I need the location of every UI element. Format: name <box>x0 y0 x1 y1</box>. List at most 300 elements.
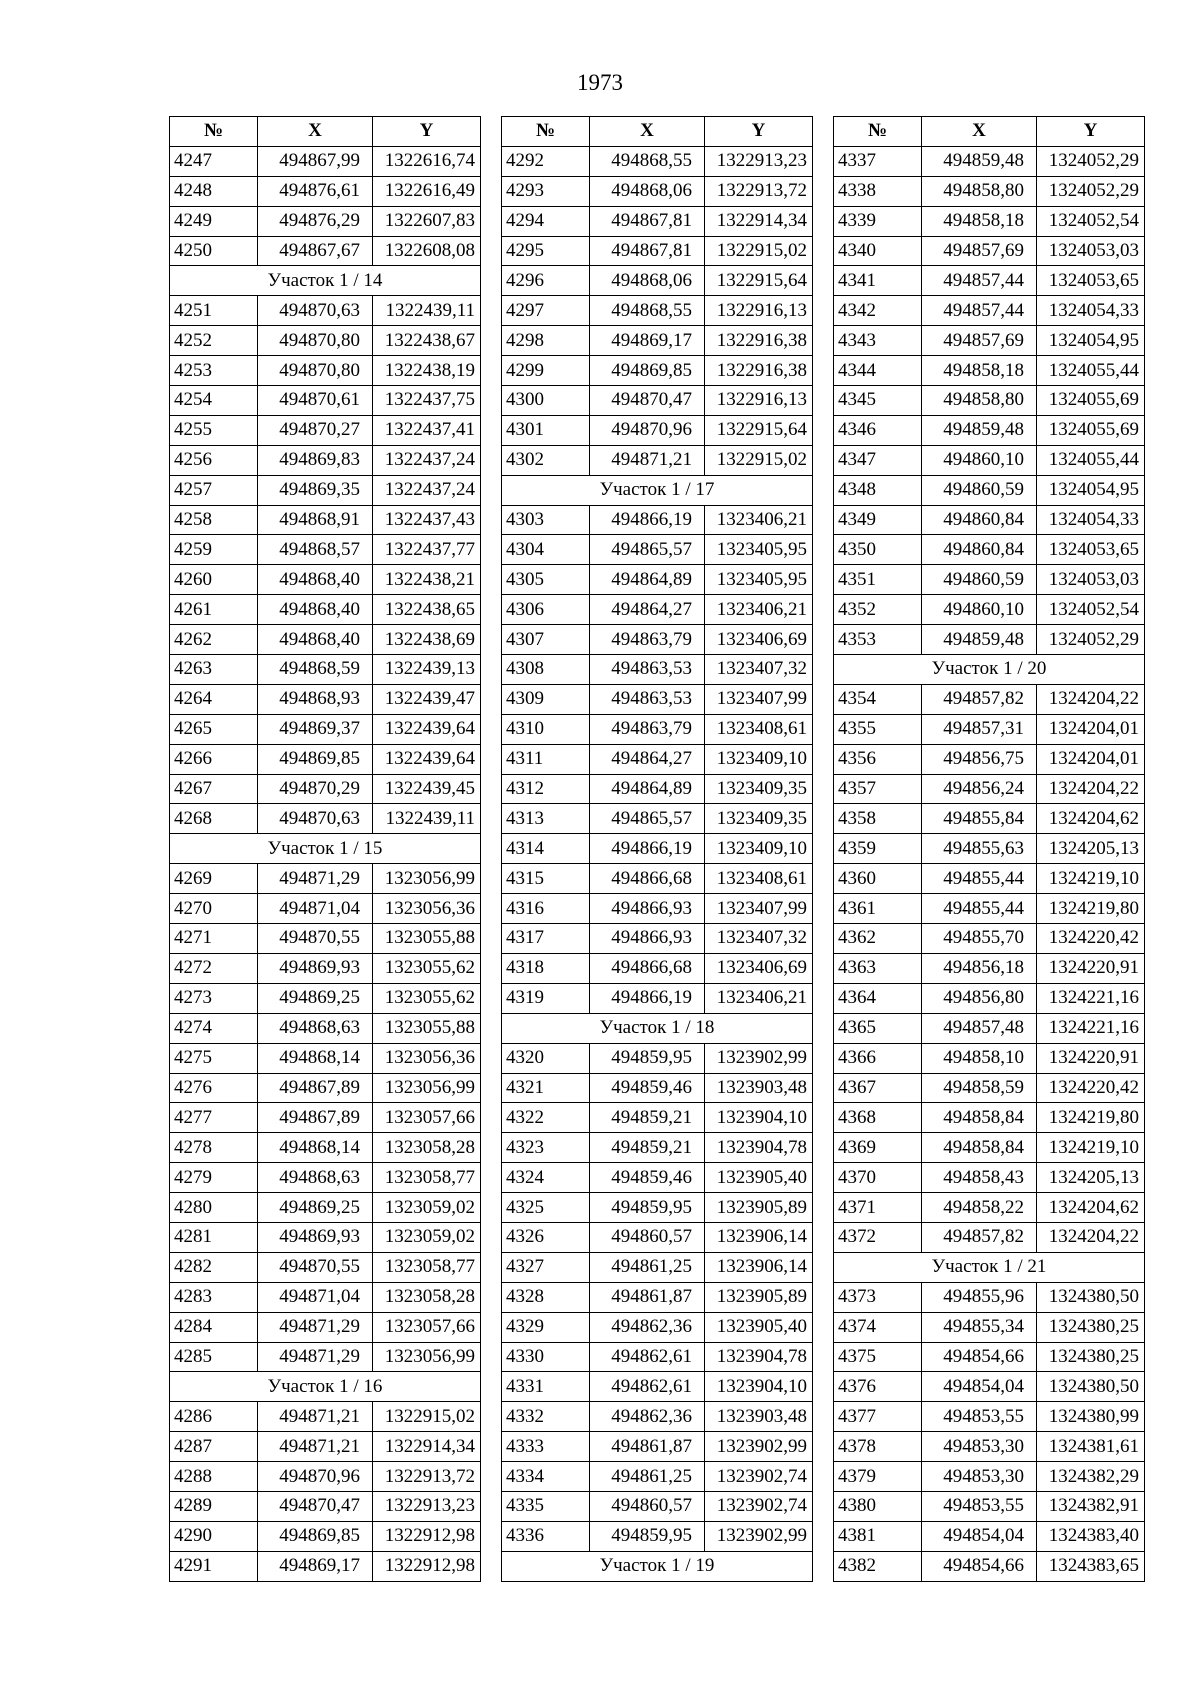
point-number-cell: 4317 <box>502 924 590 954</box>
table-row <box>502 266 813 296</box>
table-row <box>170 1432 481 1462</box>
table-row <box>834 146 1145 176</box>
point-number-cell: 4268 <box>170 804 258 834</box>
table-row <box>170 296 481 326</box>
table-row <box>834 415 1145 445</box>
point-number-cell: 4338 <box>834 176 922 206</box>
x-coordinate-cell: 494868,55 <box>590 296 705 326</box>
x-coordinate-cell: 494859,95 <box>590 1043 705 1073</box>
table-row <box>502 1222 813 1252</box>
section-title: Участок 1 / 14 <box>170 266 481 296</box>
point-number-cell: 4349 <box>834 505 922 535</box>
point-number-cell: 4313 <box>502 804 590 834</box>
table-row <box>502 834 813 864</box>
x-coordinate-cell: 494871,21 <box>258 1432 373 1462</box>
y-coordinate-cell: 1323905,89 <box>705 1282 813 1312</box>
section-title: Участок 1 / 19 <box>502 1551 813 1581</box>
x-coordinate-cell: 494868,06 <box>590 266 705 296</box>
point-number-cell: 4326 <box>502 1222 590 1252</box>
point-number-cell: 4294 <box>502 206 590 236</box>
y-coordinate-cell: 1324205,13 <box>1037 834 1145 864</box>
point-number-cell: 4358 <box>834 804 922 834</box>
y-coordinate-cell: 1323904,10 <box>705 1103 813 1133</box>
point-number-cell: 4324 <box>502 1163 590 1193</box>
x-coordinate-cell: 494859,21 <box>590 1133 705 1163</box>
x-coordinate-cell: 494857,44 <box>922 266 1037 296</box>
y-coordinate-cell: 1323407,99 <box>705 684 813 714</box>
table-row <box>834 924 1145 954</box>
point-number-cell: 4277 <box>170 1103 258 1133</box>
y-coordinate-cell: 1324221,16 <box>1037 983 1145 1013</box>
x-coordinate-cell: 494853,55 <box>922 1491 1037 1521</box>
x-coordinate-cell: 494862,36 <box>590 1402 705 1432</box>
point-number-cell: 4315 <box>502 864 590 894</box>
point-number-cell: 4347 <box>834 445 922 475</box>
y-coordinate-cell: 1322913,72 <box>373 1462 481 1492</box>
y-coordinate-cell: 1323904,78 <box>705 1133 813 1163</box>
y-coordinate-cell: 1324054,95 <box>1037 326 1145 356</box>
y-coordinate-cell: 1324219,10 <box>1037 1133 1145 1163</box>
table-row <box>834 356 1145 386</box>
point-number-cell: 4249 <box>170 206 258 236</box>
table-row <box>834 1432 1145 1462</box>
table-row <box>834 1342 1145 1372</box>
section-title: Участок 1 / 16 <box>170 1372 481 1402</box>
point-number-cell: 4332 <box>502 1402 590 1432</box>
x-coordinate-cell: 494855,96 <box>922 1282 1037 1312</box>
y-coordinate-cell: 1324055,69 <box>1037 386 1145 416</box>
x-coordinate-cell: 494861,25 <box>590 1462 705 1492</box>
y-coordinate-cell: 1323408,61 <box>705 864 813 894</box>
table-header-row <box>834 117 1145 147</box>
x-coordinate-cell: 494859,95 <box>590 1521 705 1551</box>
point-number-cell: 4351 <box>834 565 922 595</box>
table-row <box>834 744 1145 774</box>
y-coordinate-cell: 1323056,99 <box>373 1073 481 1103</box>
point-number-cell: 4252 <box>170 326 258 356</box>
table-row <box>502 1312 813 1342</box>
point-number-cell: 4261 <box>170 595 258 625</box>
y-coordinate-cell: 1323058,77 <box>373 1252 481 1282</box>
x-coordinate-cell: 494866,68 <box>590 864 705 894</box>
point-number-cell: 4341 <box>834 266 922 296</box>
point-number-cell: 4374 <box>834 1312 922 1342</box>
y-coordinate-cell: 1323406,21 <box>705 505 813 535</box>
point-number-cell: 4283 <box>170 1282 258 1312</box>
table-row <box>170 1013 481 1043</box>
table-row <box>170 714 481 744</box>
x-coordinate-cell: 494863,53 <box>590 684 705 714</box>
table-row <box>502 894 813 924</box>
y-coordinate-cell: 1322916,13 <box>705 296 813 326</box>
y-coordinate-cell: 1324204,22 <box>1037 1222 1145 1252</box>
y-coordinate-cell: 1323408,61 <box>705 714 813 744</box>
x-coordinate-cell: 494870,61 <box>258 386 373 416</box>
y-coordinate-cell: 1324052,54 <box>1037 206 1145 236</box>
y-coordinate-cell: 1322915,64 <box>705 415 813 445</box>
x-coordinate-cell: 494860,10 <box>922 595 1037 625</box>
x-coordinate-cell: 494864,27 <box>590 595 705 625</box>
table-row <box>170 625 481 655</box>
y-coordinate-cell: 1322438,65 <box>373 595 481 625</box>
point-number-cell: 4373 <box>834 1282 922 1312</box>
y-coordinate-cell: 1323057,66 <box>373 1103 481 1133</box>
table-row <box>170 1103 481 1133</box>
x-coordinate-cell: 494867,81 <box>590 206 705 236</box>
x-coordinate-cell: 494854,04 <box>922 1372 1037 1402</box>
point-number-cell: 4250 <box>170 236 258 266</box>
y-coordinate-cell: 1324219,10 <box>1037 864 1145 894</box>
table-row <box>170 386 481 416</box>
point-number-cell: 4330 <box>502 1342 590 1372</box>
point-number-cell: 4297 <box>502 296 590 326</box>
point-number-cell: 4305 <box>502 565 590 595</box>
table-row <box>170 1073 481 1103</box>
coordinate-table-2 <box>501 116 813 1582</box>
x-coordinate-cell: 494858,84 <box>922 1103 1037 1133</box>
table-row <box>502 296 813 326</box>
point-number-cell: 4264 <box>170 684 258 714</box>
table-row <box>502 953 813 983</box>
table-row <box>502 1402 813 1432</box>
y-coordinate-cell: 1323406,69 <box>705 953 813 983</box>
y-coordinate-cell: 1323902,99 <box>705 1432 813 1462</box>
point-number-cell: 4270 <box>170 894 258 924</box>
point-number-cell: 4258 <box>170 505 258 535</box>
table-row <box>502 684 813 714</box>
x-coordinate-cell: 494868,14 <box>258 1133 373 1163</box>
y-coordinate-cell: 1322439,11 <box>373 804 481 834</box>
table-row <box>170 565 481 595</box>
y-coordinate-cell: 1324053,03 <box>1037 565 1145 595</box>
x-coordinate-cell: 494871,04 <box>258 1282 373 1312</box>
table-row <box>834 625 1145 655</box>
point-number-cell: 4365 <box>834 1013 922 1043</box>
x-coordinate-cell: 494853,55 <box>922 1402 1037 1432</box>
point-number-cell: 4276 <box>170 1073 258 1103</box>
x-coordinate-cell: 494861,87 <box>590 1432 705 1462</box>
x-coordinate-cell: 494856,80 <box>922 983 1037 1013</box>
x-coordinate-cell: 494860,59 <box>922 565 1037 595</box>
y-coordinate-cell: 1324381,61 <box>1037 1432 1145 1462</box>
point-number-cell: 4259 <box>170 535 258 565</box>
y-coordinate-cell: 1322916,38 <box>705 356 813 386</box>
table-row <box>834 1312 1145 1342</box>
y-coordinate-cell: 1324380,25 <box>1037 1342 1145 1372</box>
y-coordinate-cell: 1323906,14 <box>705 1252 813 1282</box>
x-coordinate-cell: 494868,40 <box>258 565 373 595</box>
point-number-cell: 4350 <box>834 535 922 565</box>
y-coordinate-cell: 1324219,80 <box>1037 894 1145 924</box>
table-row <box>834 1073 1145 1103</box>
x-coordinate-cell: 494869,85 <box>258 744 373 774</box>
x-coordinate-cell: 494870,55 <box>258 1252 373 1282</box>
point-number-cell: 4275 <box>170 1043 258 1073</box>
header-x: X <box>258 117 373 147</box>
point-number-cell: 4284 <box>170 1312 258 1342</box>
table-row <box>170 894 481 924</box>
point-number-cell: 4367 <box>834 1073 922 1103</box>
table-row <box>502 744 813 774</box>
x-coordinate-cell: 494869,93 <box>258 953 373 983</box>
table-row <box>834 1521 1145 1551</box>
x-coordinate-cell: 494870,80 <box>258 356 373 386</box>
point-number-cell: 4316 <box>502 894 590 924</box>
table-row <box>170 864 481 894</box>
point-number-cell: 4339 <box>834 206 922 236</box>
table-row <box>502 146 813 176</box>
y-coordinate-cell: 1324053,65 <box>1037 266 1145 296</box>
table-row <box>502 655 813 685</box>
x-coordinate-cell: 494867,89 <box>258 1073 373 1103</box>
table-row <box>502 1252 813 1282</box>
point-number-cell: 4335 <box>502 1491 590 1521</box>
y-coordinate-cell: 1323406,21 <box>705 983 813 1013</box>
table-row <box>502 505 813 535</box>
y-coordinate-cell: 1324053,65 <box>1037 535 1145 565</box>
x-coordinate-cell: 494866,93 <box>590 894 705 924</box>
x-coordinate-cell: 494859,46 <box>590 1073 705 1103</box>
x-coordinate-cell: 494855,34 <box>922 1312 1037 1342</box>
point-number-cell: 4359 <box>834 834 922 864</box>
y-coordinate-cell: 1322608,08 <box>373 236 481 266</box>
y-coordinate-cell: 1323056,36 <box>373 1043 481 1073</box>
y-coordinate-cell: 1324204,62 <box>1037 804 1145 834</box>
table-row <box>834 774 1145 804</box>
x-coordinate-cell: 494870,96 <box>590 415 705 445</box>
table-body <box>834 146 1145 1581</box>
point-number-cell: 4371 <box>834 1193 922 1223</box>
y-coordinate-cell: 1323058,77 <box>373 1163 481 1193</box>
x-coordinate-cell: 494870,63 <box>258 804 373 834</box>
y-coordinate-cell: 1322437,75 <box>373 386 481 416</box>
x-coordinate-cell: 494869,85 <box>258 1521 373 1551</box>
y-coordinate-cell: 1324382,91 <box>1037 1491 1145 1521</box>
x-coordinate-cell: 494853,30 <box>922 1462 1037 1492</box>
point-number-cell: 4257 <box>170 475 258 505</box>
y-coordinate-cell: 1322439,64 <box>373 744 481 774</box>
table-row <box>834 1402 1145 1432</box>
x-coordinate-cell: 494869,93 <box>258 1222 373 1252</box>
table-row <box>170 1521 481 1551</box>
x-coordinate-cell: 494870,29 <box>258 774 373 804</box>
y-coordinate-cell: 1324382,29 <box>1037 1462 1145 1492</box>
point-number-cell: 4343 <box>834 326 922 356</box>
y-coordinate-cell: 1323409,10 <box>705 744 813 774</box>
y-coordinate-cell: 1324220,42 <box>1037 1073 1145 1103</box>
y-coordinate-cell: 1322915,64 <box>705 266 813 296</box>
x-coordinate-cell: 494859,46 <box>590 1163 705 1193</box>
x-coordinate-cell: 494871,29 <box>258 864 373 894</box>
y-coordinate-cell: 1324380,50 <box>1037 1372 1145 1402</box>
x-coordinate-cell: 494868,40 <box>258 625 373 655</box>
table-row <box>834 236 1145 266</box>
y-coordinate-cell: 1323407,32 <box>705 655 813 685</box>
table-row <box>834 1193 1145 1223</box>
y-coordinate-cell: 1323409,35 <box>705 774 813 804</box>
point-number-cell: 4289 <box>170 1491 258 1521</box>
x-coordinate-cell: 494858,18 <box>922 356 1037 386</box>
point-number-cell: 4353 <box>834 625 922 655</box>
table-row <box>834 206 1145 236</box>
x-coordinate-cell: 494860,84 <box>922 535 1037 565</box>
table-row <box>502 924 813 954</box>
x-coordinate-cell: 494859,95 <box>590 1193 705 1223</box>
point-number-cell: 4248 <box>170 176 258 206</box>
table-row <box>834 1163 1145 1193</box>
section-row <box>502 475 813 505</box>
y-coordinate-cell: 1322439,64 <box>373 714 481 744</box>
table-row <box>834 953 1145 983</box>
table-row <box>502 1163 813 1193</box>
section-title: Участок 1 / 15 <box>170 834 481 864</box>
x-coordinate-cell: 494858,80 <box>922 386 1037 416</box>
point-number-cell: 4254 <box>170 386 258 416</box>
point-number-cell: 4329 <box>502 1312 590 1342</box>
y-coordinate-cell: 1323055,88 <box>373 924 481 954</box>
y-coordinate-cell: 1323055,62 <box>373 953 481 983</box>
x-coordinate-cell: 494866,19 <box>590 983 705 1013</box>
point-number-cell: 4269 <box>170 864 258 894</box>
table-row <box>834 1222 1145 1252</box>
x-coordinate-cell: 494858,80 <box>922 176 1037 206</box>
y-coordinate-cell: 1324052,29 <box>1037 146 1145 176</box>
point-number-cell: 4364 <box>834 983 922 1013</box>
header-x: X <box>922 117 1037 147</box>
point-number-cell: 4304 <box>502 535 590 565</box>
table-row <box>502 804 813 834</box>
table-row <box>502 1342 813 1372</box>
point-number-cell: 4333 <box>502 1432 590 1462</box>
y-coordinate-cell: 1324055,44 <box>1037 445 1145 475</box>
y-coordinate-cell: 1324380,50 <box>1037 1282 1145 1312</box>
x-coordinate-cell: 494856,75 <box>922 744 1037 774</box>
table-row <box>170 1163 481 1193</box>
coordinate-table-1 <box>169 116 481 1582</box>
point-number-cell: 4321 <box>502 1073 590 1103</box>
y-coordinate-cell: 1323056,99 <box>373 1342 481 1372</box>
y-coordinate-cell: 1322916,38 <box>705 326 813 356</box>
y-coordinate-cell: 1324054,33 <box>1037 505 1145 535</box>
point-number-cell: 4288 <box>170 1462 258 1492</box>
x-coordinate-cell: 494870,96 <box>258 1462 373 1492</box>
y-coordinate-cell: 1324204,62 <box>1037 1193 1145 1223</box>
table-row <box>834 296 1145 326</box>
table-row <box>170 804 481 834</box>
y-coordinate-cell: 1323904,10 <box>705 1372 813 1402</box>
y-coordinate-cell: 1322914,34 <box>705 206 813 236</box>
x-coordinate-cell: 494860,57 <box>590 1491 705 1521</box>
point-number-cell: 4363 <box>834 953 922 983</box>
table-row <box>170 356 481 386</box>
table-row <box>834 804 1145 834</box>
x-coordinate-cell: 494863,79 <box>590 714 705 744</box>
point-number-cell: 4361 <box>834 894 922 924</box>
point-number-cell: 4303 <box>502 505 590 535</box>
header-y: Y <box>373 117 481 147</box>
table-row <box>502 1372 813 1402</box>
x-coordinate-cell: 494869,37 <box>258 714 373 744</box>
page-number: 1973 <box>577 70 623 95</box>
point-number-cell: 4281 <box>170 1222 258 1252</box>
point-number-cell: 4286 <box>170 1402 258 1432</box>
point-number-cell: 4318 <box>502 953 590 983</box>
point-number-cell: 4355 <box>834 714 922 744</box>
table-row <box>502 714 813 744</box>
table-body <box>170 146 481 1581</box>
table-row <box>502 1462 813 1492</box>
table-row <box>502 206 813 236</box>
table-row <box>170 924 481 954</box>
y-coordinate-cell: 1323905,89 <box>705 1193 813 1223</box>
table-row <box>170 1462 481 1492</box>
y-coordinate-cell: 1323409,35 <box>705 804 813 834</box>
y-coordinate-cell: 1322912,98 <box>373 1551 481 1581</box>
table-header-row <box>170 117 481 147</box>
y-coordinate-cell: 1323055,62 <box>373 983 481 1013</box>
point-number-cell: 4300 <box>502 386 590 416</box>
x-coordinate-cell: 494857,44 <box>922 296 1037 326</box>
point-number-cell: 4370 <box>834 1163 922 1193</box>
table-row <box>502 565 813 595</box>
y-coordinate-cell: 1324380,99 <box>1037 1402 1145 1432</box>
y-coordinate-cell: 1322914,34 <box>373 1432 481 1462</box>
point-number-cell: 4271 <box>170 924 258 954</box>
point-number-cell: 4291 <box>170 1551 258 1581</box>
y-coordinate-cell: 1322437,77 <box>373 535 481 565</box>
table-row <box>170 445 481 475</box>
x-coordinate-cell: 494871,04 <box>258 894 373 924</box>
table-row <box>170 595 481 625</box>
table-row <box>834 535 1145 565</box>
y-coordinate-cell: 1322439,11 <box>373 296 481 326</box>
table-row <box>170 1312 481 1342</box>
table-row <box>502 176 813 206</box>
x-coordinate-cell: 494868,59 <box>258 655 373 685</box>
x-coordinate-cell: 494866,68 <box>590 953 705 983</box>
x-coordinate-cell: 494858,18 <box>922 206 1037 236</box>
x-coordinate-cell: 494855,70 <box>922 924 1037 954</box>
x-coordinate-cell: 494864,89 <box>590 774 705 804</box>
section-title: Участок 1 / 18 <box>502 1013 813 1043</box>
section-title: Участок 1 / 17 <box>502 475 813 505</box>
y-coordinate-cell: 1324053,03 <box>1037 236 1145 266</box>
point-number-cell: 4287 <box>170 1432 258 1462</box>
table-row <box>834 684 1145 714</box>
x-coordinate-cell: 494868,06 <box>590 176 705 206</box>
section-row <box>502 1551 813 1581</box>
x-coordinate-cell: 494868,55 <box>590 146 705 176</box>
point-number-cell: 4380 <box>834 1491 922 1521</box>
table-row <box>834 1282 1145 1312</box>
x-coordinate-cell: 494853,30 <box>922 1432 1037 1462</box>
y-coordinate-cell: 1323057,66 <box>373 1312 481 1342</box>
section-row <box>170 1372 481 1402</box>
table-row <box>502 983 813 1013</box>
y-coordinate-cell: 1322915,02 <box>705 236 813 266</box>
point-number-cell: 4253 <box>170 356 258 386</box>
point-number-cell: 4322 <box>502 1103 590 1133</box>
table-row <box>834 176 1145 206</box>
table-row <box>502 1103 813 1133</box>
point-number-cell: 4352 <box>834 595 922 625</box>
y-coordinate-cell: 1324204,22 <box>1037 684 1145 714</box>
table-row <box>834 386 1145 416</box>
y-coordinate-cell: 1322438,21 <box>373 565 481 595</box>
point-number-cell: 4319 <box>502 983 590 1013</box>
point-number-cell: 4372 <box>834 1222 922 1252</box>
table-row <box>834 475 1145 505</box>
